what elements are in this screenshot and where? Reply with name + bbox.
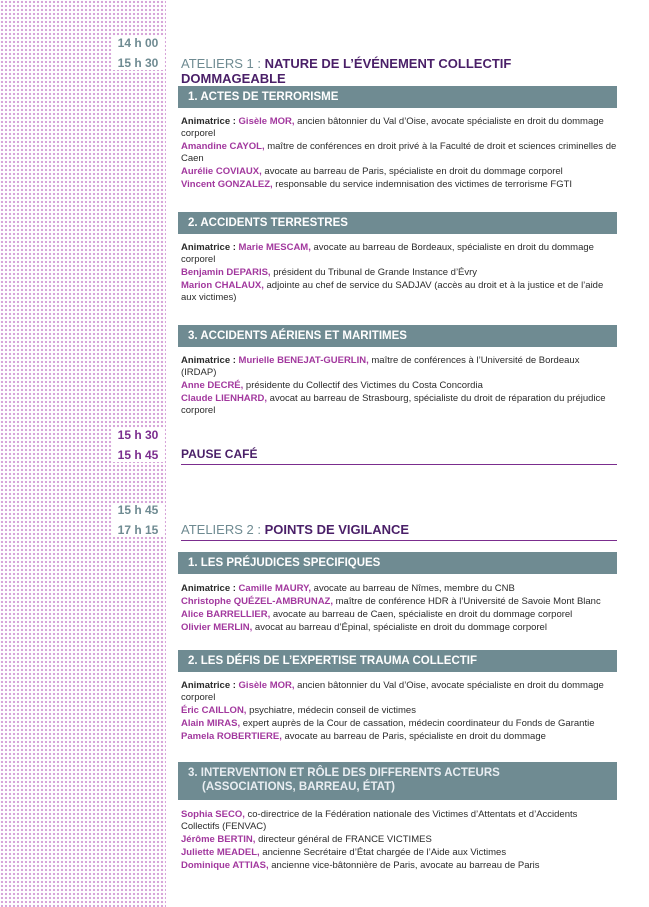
person-desc: ancienne Secrétaire d’État chargée de l’Aide aux Victimes xyxy=(259,847,507,858)
person-entry xyxy=(181,834,617,846)
person-name: Vincent GONZALEZ, xyxy=(181,179,273,190)
person-desc: ancien bâtonnier du Val d’Oise, avocate spécialiste en droit du dommage corporel xyxy=(181,116,604,139)
person-desc: adjointe au chef de service du SADJAV (accès au droit et à la justice et de l’aide aux victimes) xyxy=(181,280,604,303)
person-desc: psychiatre, médecin conseil de victimes xyxy=(246,705,416,716)
person-entry: Animatrice : Gisèle MOR, ancien bâtonnier du Val d’Oise, avocate spécialiste en droit du dommage corporel xyxy=(181,680,604,703)
workshop-title-line1: 3. INTERVENTION ET RÔLE DES DIFFERENTS ACTEURS xyxy=(188,767,500,779)
person-name: Murielle BENEJAT-GUERLIN, xyxy=(238,355,369,366)
person-desc: président du Tribunal de Grande Instance d’Évry xyxy=(270,267,478,278)
person-entry: Animatrice : Marie MESCAM, avocate au barreau de Bordeaux, spécialiste en droit du dommage corporel xyxy=(181,242,594,265)
person-desc: ancienne vice-bâtonnière de Paris, avocate au barreau de Paris xyxy=(268,860,540,871)
workshop-people xyxy=(181,583,617,635)
person-name: Marie MESCAM, xyxy=(238,242,311,253)
person-name: Éric CAILLON, xyxy=(181,705,247,716)
session-prefix: ATELIERS 2 : xyxy=(181,522,265,537)
person-desc: maître de conférences à l’Université de Bordeaux (IRDAP) xyxy=(181,355,580,378)
person-name: Dominique ATTIAS, xyxy=(181,860,269,871)
person-entry xyxy=(181,622,617,634)
session-2-heading xyxy=(181,522,617,541)
session-1-heading xyxy=(181,56,617,90)
time-end: 17 h 15 xyxy=(117,523,159,537)
person-name: Aurélie COVIAUX, xyxy=(181,166,262,177)
workshop-bar: 2. ACCIDENTS TERRESTRES xyxy=(178,212,617,234)
time-slot-2 xyxy=(112,428,164,462)
person-entry xyxy=(181,179,617,191)
person-desc: co-directrice de la Fédération nationale des Victimes d’Attentats et d’Accidents Collectifs (FENVAC) xyxy=(181,809,578,832)
time-start: 15 h 45 xyxy=(117,503,159,517)
person-entry xyxy=(181,705,617,717)
workshop-bar: 1. ACTES DE TERRORISME xyxy=(178,86,617,108)
person-entry xyxy=(181,380,617,392)
workshop-people xyxy=(181,242,617,305)
person-name: Marion CHALAUX, xyxy=(181,280,264,291)
person-entry: Animatrice : Gisèle MOR, ancien bâtonnier du Val d’Oise, avocate spécialiste en droit du dommage corporel xyxy=(181,116,604,139)
person-name: Claude LIENHARD, xyxy=(181,393,268,404)
person-desc: avocate au barreau de Nîmes, membre du CNB xyxy=(311,583,515,594)
person-desc: avocate au barreau de Bordeaux, spécialiste en droit du dommage corporel xyxy=(181,242,594,265)
person-desc: ancien bâtonnier du Val d’Oise, avocate spécialiste en droit du dommage corporel xyxy=(181,680,604,703)
person-name: Camille MAURY, xyxy=(238,583,312,594)
pause-heading: PAUSE CAFÉ xyxy=(181,447,617,465)
person-desc: présidente du Collectif des Victimes du Costa Concordia xyxy=(243,380,483,391)
person-desc: avocate au barreau de Caen, spécialiste en droit du dommage corporel xyxy=(270,609,573,620)
person-desc: avocate au barreau de Paris, spécialiste en droit du dommage xyxy=(281,731,546,742)
person-entry xyxy=(181,860,617,872)
person-entry xyxy=(181,731,617,743)
person-desc: directeur général de FRANCE VICTIMES xyxy=(255,834,432,845)
person-name: Gisèle MOR, xyxy=(238,116,295,127)
person-name: Olivier MERLIN, xyxy=(181,622,253,633)
person-desc: expert auprès de la Cour de cassation, médecin coordinateur du Fonds de Garantie xyxy=(240,718,595,729)
person-name: Anne DECRÉ, xyxy=(181,380,244,391)
time-slot-3 xyxy=(112,503,164,537)
person-name: Juliette MEADEL, xyxy=(181,847,260,858)
person-entry xyxy=(181,166,617,178)
workshop-people xyxy=(181,116,617,192)
session-title: NATURE DE L’ÉVÉNEMENT COLLECTIF DOMMAGEABLE xyxy=(181,56,512,86)
person-name: Alain MIRAS, xyxy=(181,718,241,729)
workshop-bar: 2. LES DÉFIS DE L’EXPERTISE TRAUMA COLLECTIF xyxy=(178,650,617,672)
workshop-title-line2: (ASSOCIATIONS, BARREAU, ÉTAT) xyxy=(202,781,395,793)
person-entry: Animatrice : Camille MAURY, avocate au barreau de Nîmes, membre du CNB xyxy=(181,583,515,594)
person-name: Gisèle MOR, xyxy=(238,680,295,691)
workshop-people xyxy=(181,355,617,418)
time-end: 15 h 30 xyxy=(117,56,159,70)
person-entry xyxy=(181,847,617,859)
time-slot-1 xyxy=(112,36,164,70)
person-name: Benjamin DEPARIS, xyxy=(181,267,271,278)
person-name: Christophe QUÉZEL-AMBRUNAZ, xyxy=(181,596,333,607)
person-desc: avocate au barreau de Paris, spécialiste en droit du dommage corporel xyxy=(261,166,563,177)
person-desc: maître de conférence HDR à l’Université de Savoie Mont Blanc xyxy=(333,596,601,607)
person-entry: Animatrice : Murielle BENEJAT-GUERLIN, maître de conférences à l’Université de Bordeaux (IRDAP) xyxy=(181,355,580,378)
workshop-people xyxy=(181,809,617,873)
person-desc: avocat au barreau d’Épinal, spécialiste en droit du dommage corporel xyxy=(252,622,547,633)
person-name: Pamela ROBERTIERE, xyxy=(181,731,282,742)
person-entry xyxy=(181,609,617,621)
person-entry xyxy=(181,141,617,165)
workshop-bar: 1. LES PRÉJUDICES SPECIFIQUES xyxy=(178,552,617,574)
time-start: 15 h 30 xyxy=(117,428,159,442)
session-title: POINTS DE VIGILANCE xyxy=(264,522,410,537)
workshop-bar xyxy=(178,762,617,800)
time-start: 14 h 00 xyxy=(117,36,159,50)
person-desc: responsable du service indemnisation des victimes de terrorisme FGTI xyxy=(272,179,573,190)
workshop-bar: 3. ACCIDENTS AÉRIENS ET MARITIMES xyxy=(178,325,617,347)
person-desc: avocat au barreau de Strasbourg, spécialiste du droit de réparation du préjudice corporel xyxy=(181,393,606,416)
session-prefix: ATELIERS 1 : xyxy=(181,56,265,71)
person-entry xyxy=(181,718,617,730)
time-end: 15 h 45 xyxy=(117,448,159,462)
person-name: Jérôme BERTIN, xyxy=(181,834,256,845)
person-entry xyxy=(181,393,617,417)
person-name: Alice BARRELLIER, xyxy=(181,609,271,620)
person-desc: maître de conférences en droit privé à la Faculté de droit et sciences criminelles de Caen xyxy=(181,141,617,164)
person-entry xyxy=(181,809,617,833)
workshop-people xyxy=(181,680,617,744)
person-entry xyxy=(181,596,617,608)
person-entry xyxy=(181,267,617,279)
person-name: Sophia SECO, xyxy=(181,809,245,820)
person-name: Amandine CAYOL, xyxy=(181,141,265,152)
person-entry xyxy=(181,280,617,304)
